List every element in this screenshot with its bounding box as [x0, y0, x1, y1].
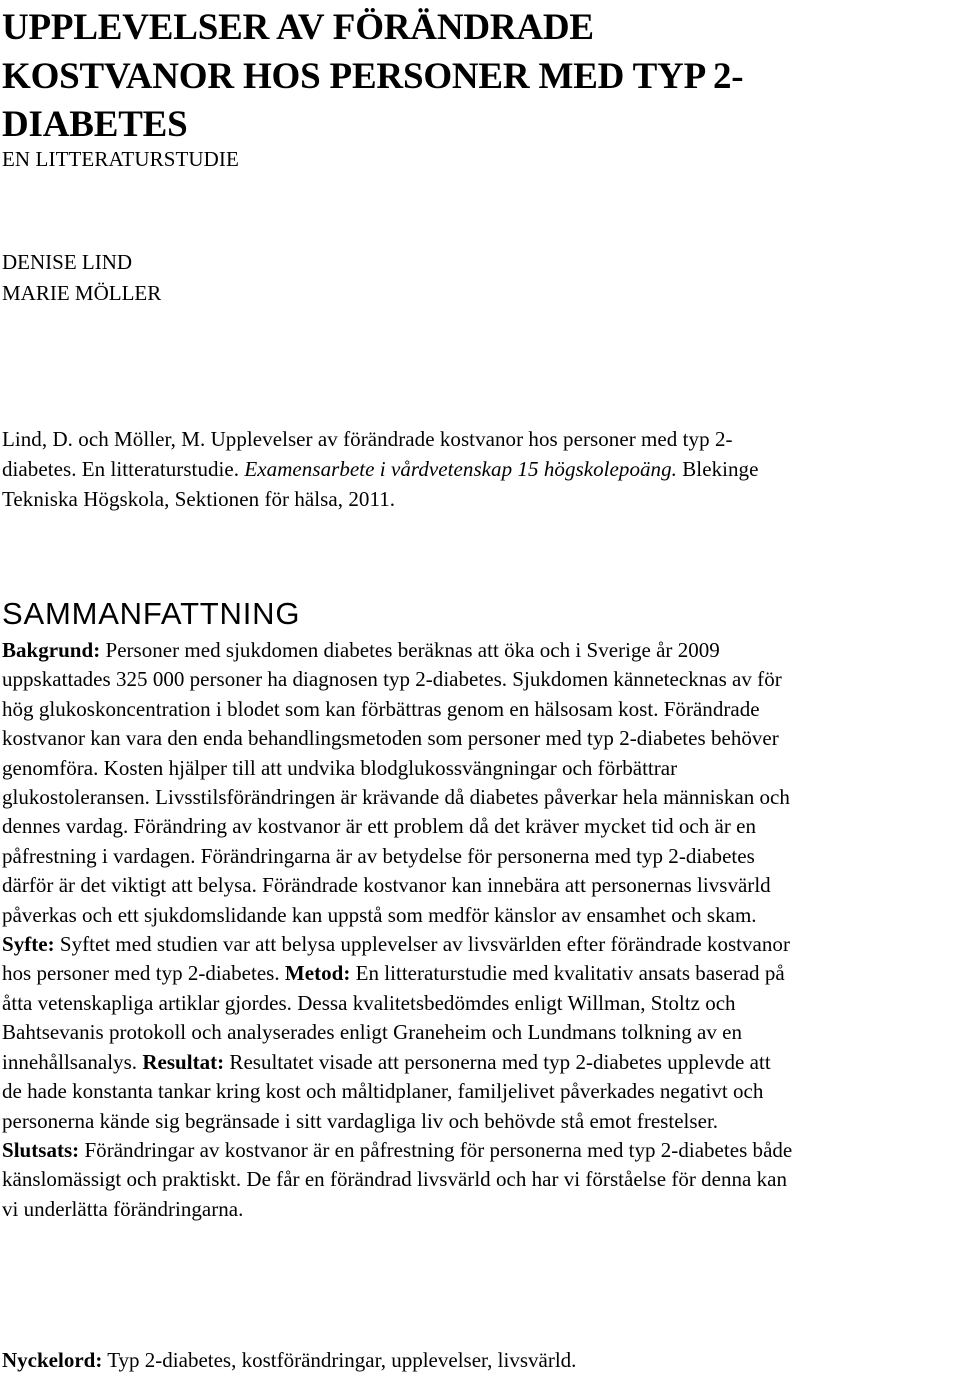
author-list	[2, 247, 161, 309]
abstract-line: kostvanor kan vara den enda behandlingsmetoden som personer med typ 2-diabetes behöver	[2, 726, 779, 751]
citation-text: diabetes. En litteraturstudie.	[2, 457, 245, 481]
abstract-line: glukostoleransen. Livsstilsförändringen är krävande då diabetes påverkar hela människan och	[2, 785, 790, 810]
abstract-line	[2, 1136, 960, 1165]
abstract-line	[2, 1048, 960, 1077]
document-subtitle: EN LITTERATURSTUDIE	[2, 147, 239, 171]
keywords-line	[2, 1345, 576, 1375]
abstract-text: Syftet med studien var att belysa upplevelser av livsvärlden efter förändrade kostvanor	[54, 932, 790, 957]
document-title	[2, 4, 743, 150]
conclusion-label: Slutsats:	[2, 1137, 80, 1162]
abstract-line: Bahtsevanis protokoll och analyserades enligt Graneheim och Lundmans tolkning av en	[2, 1020, 742, 1045]
citation-line	[2, 454, 952, 484]
title-line-3: DIABETES	[2, 104, 188, 145]
author-name: MARIE MÖLLER	[2, 281, 162, 305]
citation-line: Lind, D. och Möller, M. Upplevelser av förändrade kostvanor hos personer med typ 2-	[2, 427, 733, 451]
abstract-line: påverkas och ett sjukdomslidande kan uppstå som medför känslor av ensamhet och skam.	[2, 902, 757, 927]
abstract-line: uppskattades 325 000 personer ha diagnosen typ 2-diabetes. Sjukdomen kännetecknas av för	[2, 667, 782, 692]
abstract-line: påfrestning i vardagen. Förändringarna är av betydelse för personerna med typ 2-diabetes	[2, 843, 755, 868]
title-line-1: UPPLEVELSER AV FÖRÄNDRADE	[2, 7, 594, 48]
abstract-text: En litteraturstudie med kvalitativ ansats baserad på	[350, 961, 785, 986]
abstract-text: Förändringar av kostvanor är en påfrestning för personerna med typ 2-diabetes både	[79, 1137, 793, 1162]
background-label: Bakgrund:	[2, 638, 101, 662]
citation-line: Tekniska Högskola, Sektionen för hälsa, 2011.	[2, 487, 396, 511]
abstract-line	[2, 636, 960, 665]
abstract-text: Personer med sjukdomen diabetes beräknas att öka och i Sverige år 2009	[100, 638, 720, 662]
result-label: Resultat:	[142, 1049, 225, 1074]
abstract-line: hög glukoskoncentration i blodet som kan förbättras genom en hälsosam kost. Förändrade	[2, 696, 760, 721]
abstract-line: personerna kände sig begränsade i sitt vardagliga liv och behövde stå emot frestelser.	[2, 1108, 719, 1133]
title-line-2: KOSTVANOR HOS PERSONER MED TYP 2-	[2, 55, 744, 97]
abstract-text: innehållsanalys.	[2, 1049, 143, 1074]
abstract-line: åtta vetenskapliga artiklar gjordes. Dessa kvalitetsbedömdes enligt Willman, Stoltz och	[2, 990, 736, 1015]
abstract-line: känslomässigt och praktiskt. De får en förändrad livsvärld och har vi förståelse för denna kan	[2, 1167, 788, 1192]
abstract-body	[2, 636, 960, 1224]
citation-italic-text: Examensarbete i vårdvetenskap 15 högskolepoäng.	[244, 457, 677, 481]
abstract-line: genomföra. Kosten hjälper till att undvika blodglukossvängningar och förbättrar	[2, 755, 678, 780]
abstract-line	[2, 959, 960, 988]
abstract-line: de hade konstanta tankar kring kost och måltidplaner, familjelivet påverkades negativt och	[2, 1079, 764, 1104]
method-label: Metod:	[284, 961, 351, 986]
keywords-text: Typ 2-diabetes, kostförändringar, upplevelser, livsvärld.	[102, 1348, 577, 1372]
abstract-line: dennes vardag. Förändring av kostvanor är ett problem då det kräver mycket tid och är en	[2, 814, 756, 839]
citation-block	[2, 424, 952, 514]
citation-text: Blekinge	[676, 457, 759, 481]
abstract-text: hos personer med typ 2-diabetes.	[2, 961, 285, 986]
abstract-line: därför är det viktigt att belysa. Förändrade kostvanor kan innebära att personernas livsvärld	[2, 873, 771, 898]
author-name: DENISE LIND	[2, 250, 133, 274]
abstract-line	[2, 930, 960, 959]
keywords-label: Nyckelord:	[2, 1348, 103, 1372]
abstract-line: vi underlätta förändringarna.	[2, 1196, 244, 1221]
abstract-heading: SAMMANFATTNING	[2, 596, 301, 631]
abstract-text: Resultatet visade att personerna med typ 2-diabetes upplevde att	[224, 1049, 771, 1074]
aim-label: Syfte:	[2, 932, 55, 957]
